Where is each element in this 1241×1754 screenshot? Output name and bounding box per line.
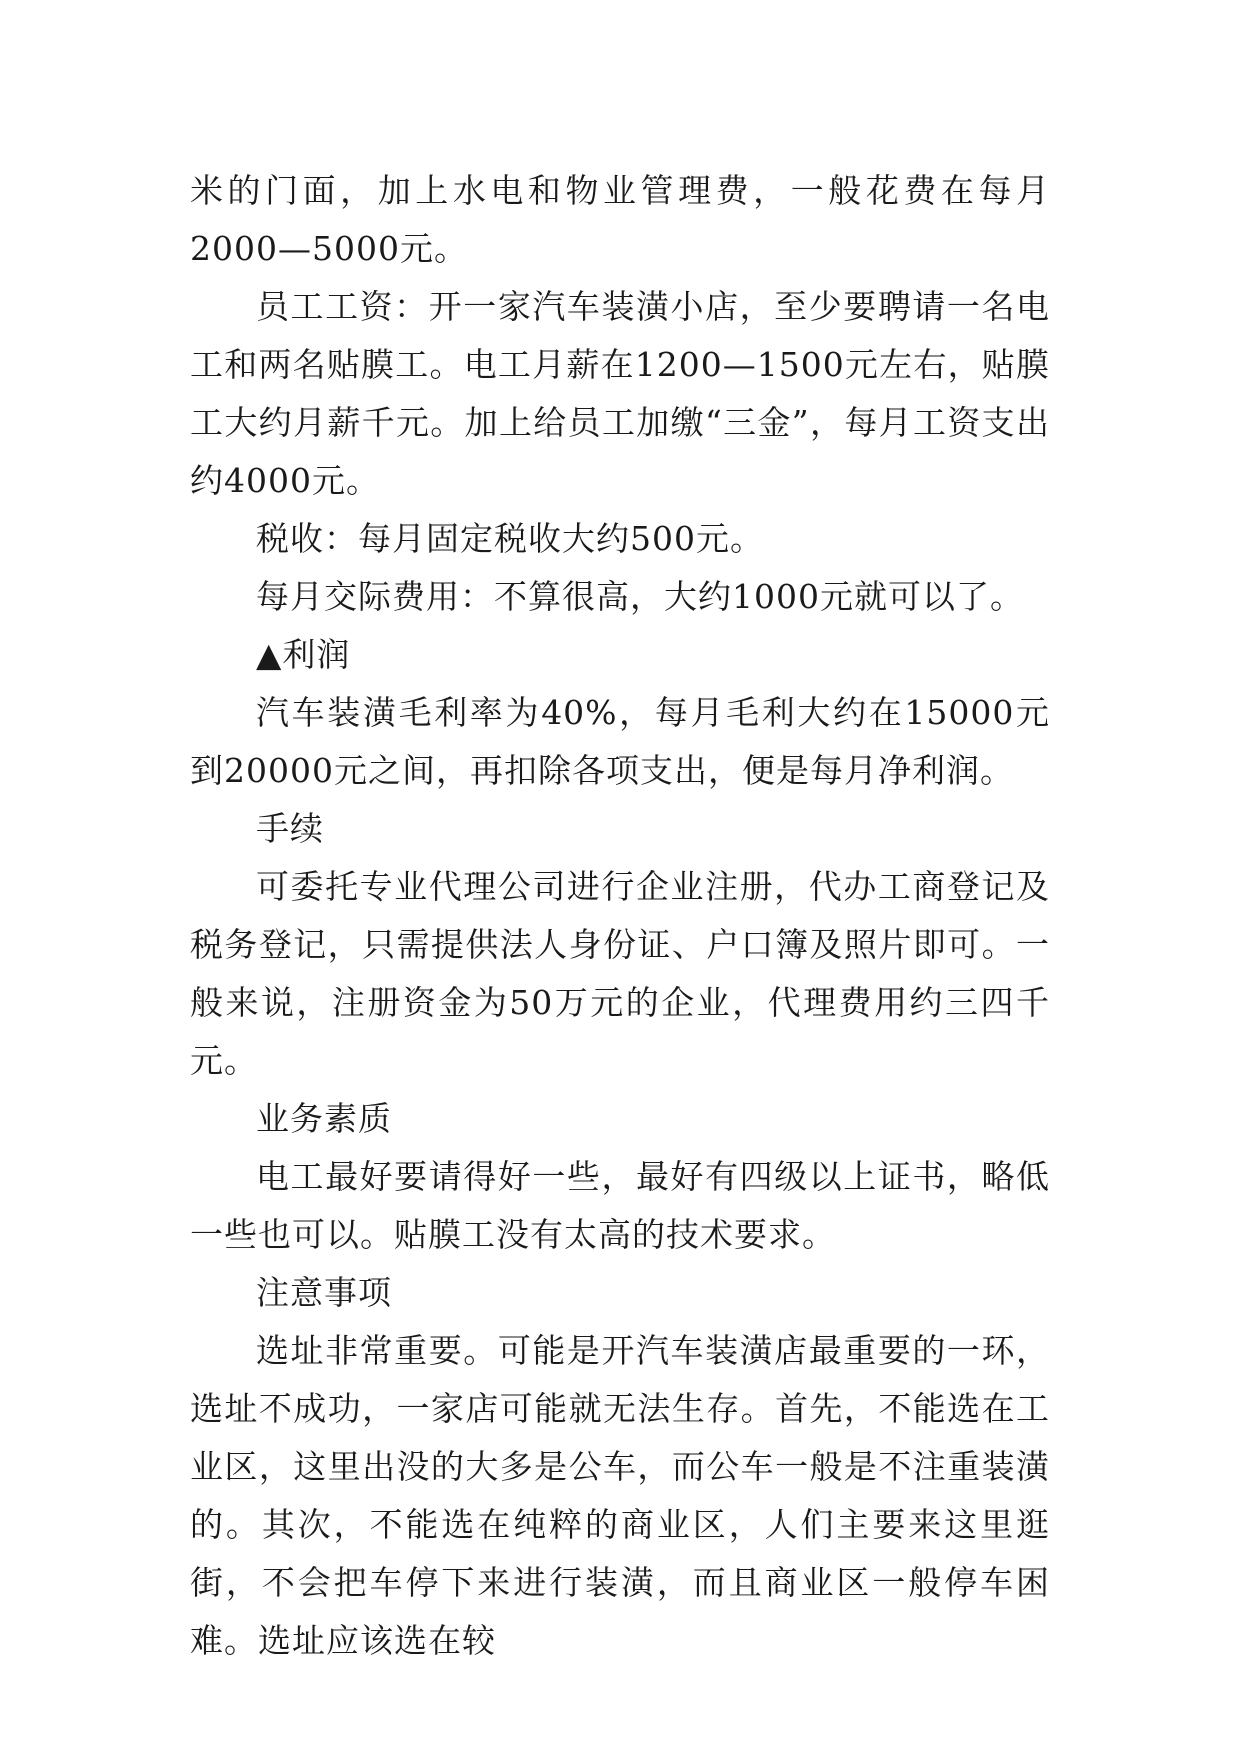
paragraph-staff-wages: 员工工资：开一家汽车装潢小店，至少要聘请一名电工和两名贴膜工。电工月薪在1200—1500元左右，贴膜工大约月薪千元。加上给员工加缴“三金”，每月工资支出约4000元。 xyxy=(190,287,1050,500)
paragraph-social-expenses: 每月交际费用：不算很高，大约1000元就可以了。 xyxy=(256,577,1024,616)
section-heading-skills: 业务素质 xyxy=(256,1099,392,1138)
document-body xyxy=(190,162,1050,1670)
paragraph-tax: 税收：每月固定税收大约500元。 xyxy=(256,519,764,558)
section-heading-profit: ▲利润 xyxy=(256,635,351,674)
paragraph-profit: 汽车装潢毛利率为40%，每月毛利大约在15000元到20000元之间，再扣除各项支出，便是每月净利润。 xyxy=(190,693,1050,790)
paragraph-storefront-cost: 米的门面，加上水电和物业管理费，一般花费在每月2000—5000元。 xyxy=(190,171,1050,268)
section-heading-notes: 注意事项 xyxy=(256,1273,392,1312)
paragraph-skills: 电工最好要请得好一些，最好有四级以上证书，略低一些也可以。贴膜工没有太高的技术要求。 xyxy=(190,1157,1050,1254)
paragraph-location: 选址非常重要。可能是开汽车装潢店最重要的一环，选址不成功，一家店可能就无法生存。首先，不能选在工业区，这里出没的大多是公车，而公车一般是不注重装潢的。其次，不能选在纯粹的商业区，人们主要来这里逛街，不会把车停下来进行装潢，而且商业区一般停车困难。选址应该选在较 xyxy=(190,1331,1050,1660)
paragraph-procedures: 可委托专业代理公司进行企业注册，代办工商登记及税务登记，只需提供法人身份证、户口簿及照片即可。一般来说，注册资金为50万元的企业，代理费用约三四千元。 xyxy=(190,867,1050,1080)
section-heading-procedures: 手续 xyxy=(256,809,324,848)
